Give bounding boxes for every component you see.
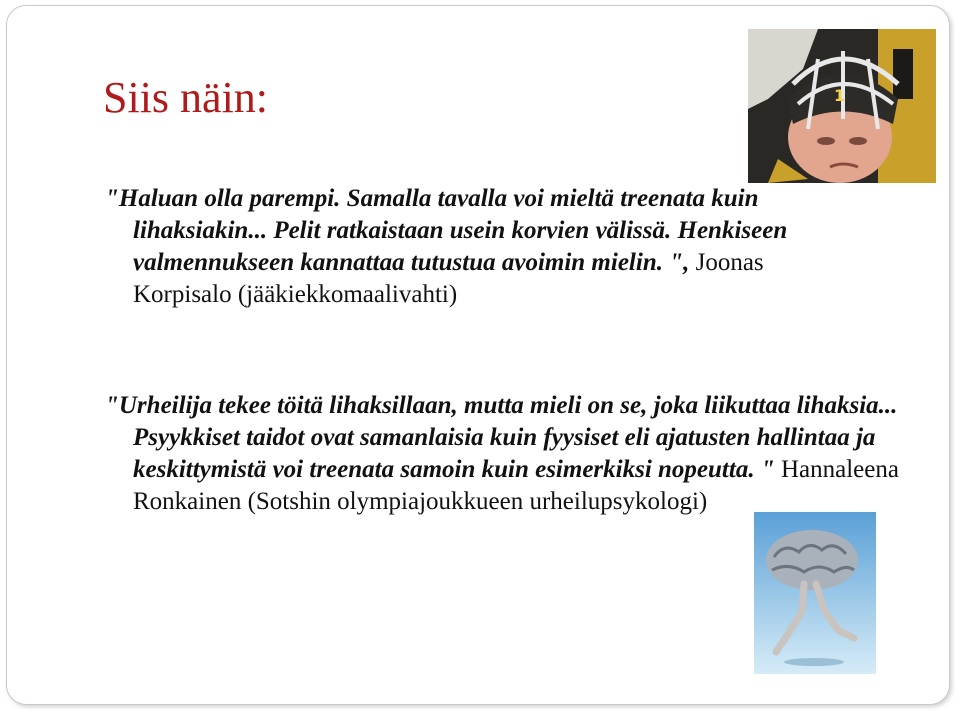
running-brain-image: [754, 512, 876, 674]
quote-ronkainen-text: "Urheilija tekee töitä lihaksillaan, mutta mieli on se, joka liikuttaa lihaksia... Psyykkiset taidot ovat samanlaisia kuin fyysiset eli ajatusten hallintaa ja keskittymistä voi treenata samoin kuin esimerkiksi nopeutta. ": [105, 392, 898, 483]
quote-korpisalo-attribution: Joonas Korpisalo (jääkiekkomaalivahti): [133, 249, 764, 308]
quote-korpisalo-text: "Haluan olla parempi. Samalla tavalla voi mieltä treenata kuin lihaksiakin... Pelit ratkaistaan usein korvien välissä. Henkiseen valmennukseen kannattaa tutustua avoimin mielin. ",: [105, 185, 788, 276]
quote-ronkainen-attribution: Hannaleena Ronkainen (Sotshin olympiajoukkueen urheilupsykologi): [133, 456, 899, 515]
quote-korpisalo: [105, 183, 793, 311]
goalie-photo-graphic: [748, 29, 936, 183]
goalie-photo: [748, 29, 936, 183]
slide-title: Siis näin:: [103, 73, 269, 122]
quote-ronkainen: [105, 390, 933, 518]
svg-text:1: 1: [834, 86, 846, 105]
running-brain-graphic: [754, 512, 876, 674]
